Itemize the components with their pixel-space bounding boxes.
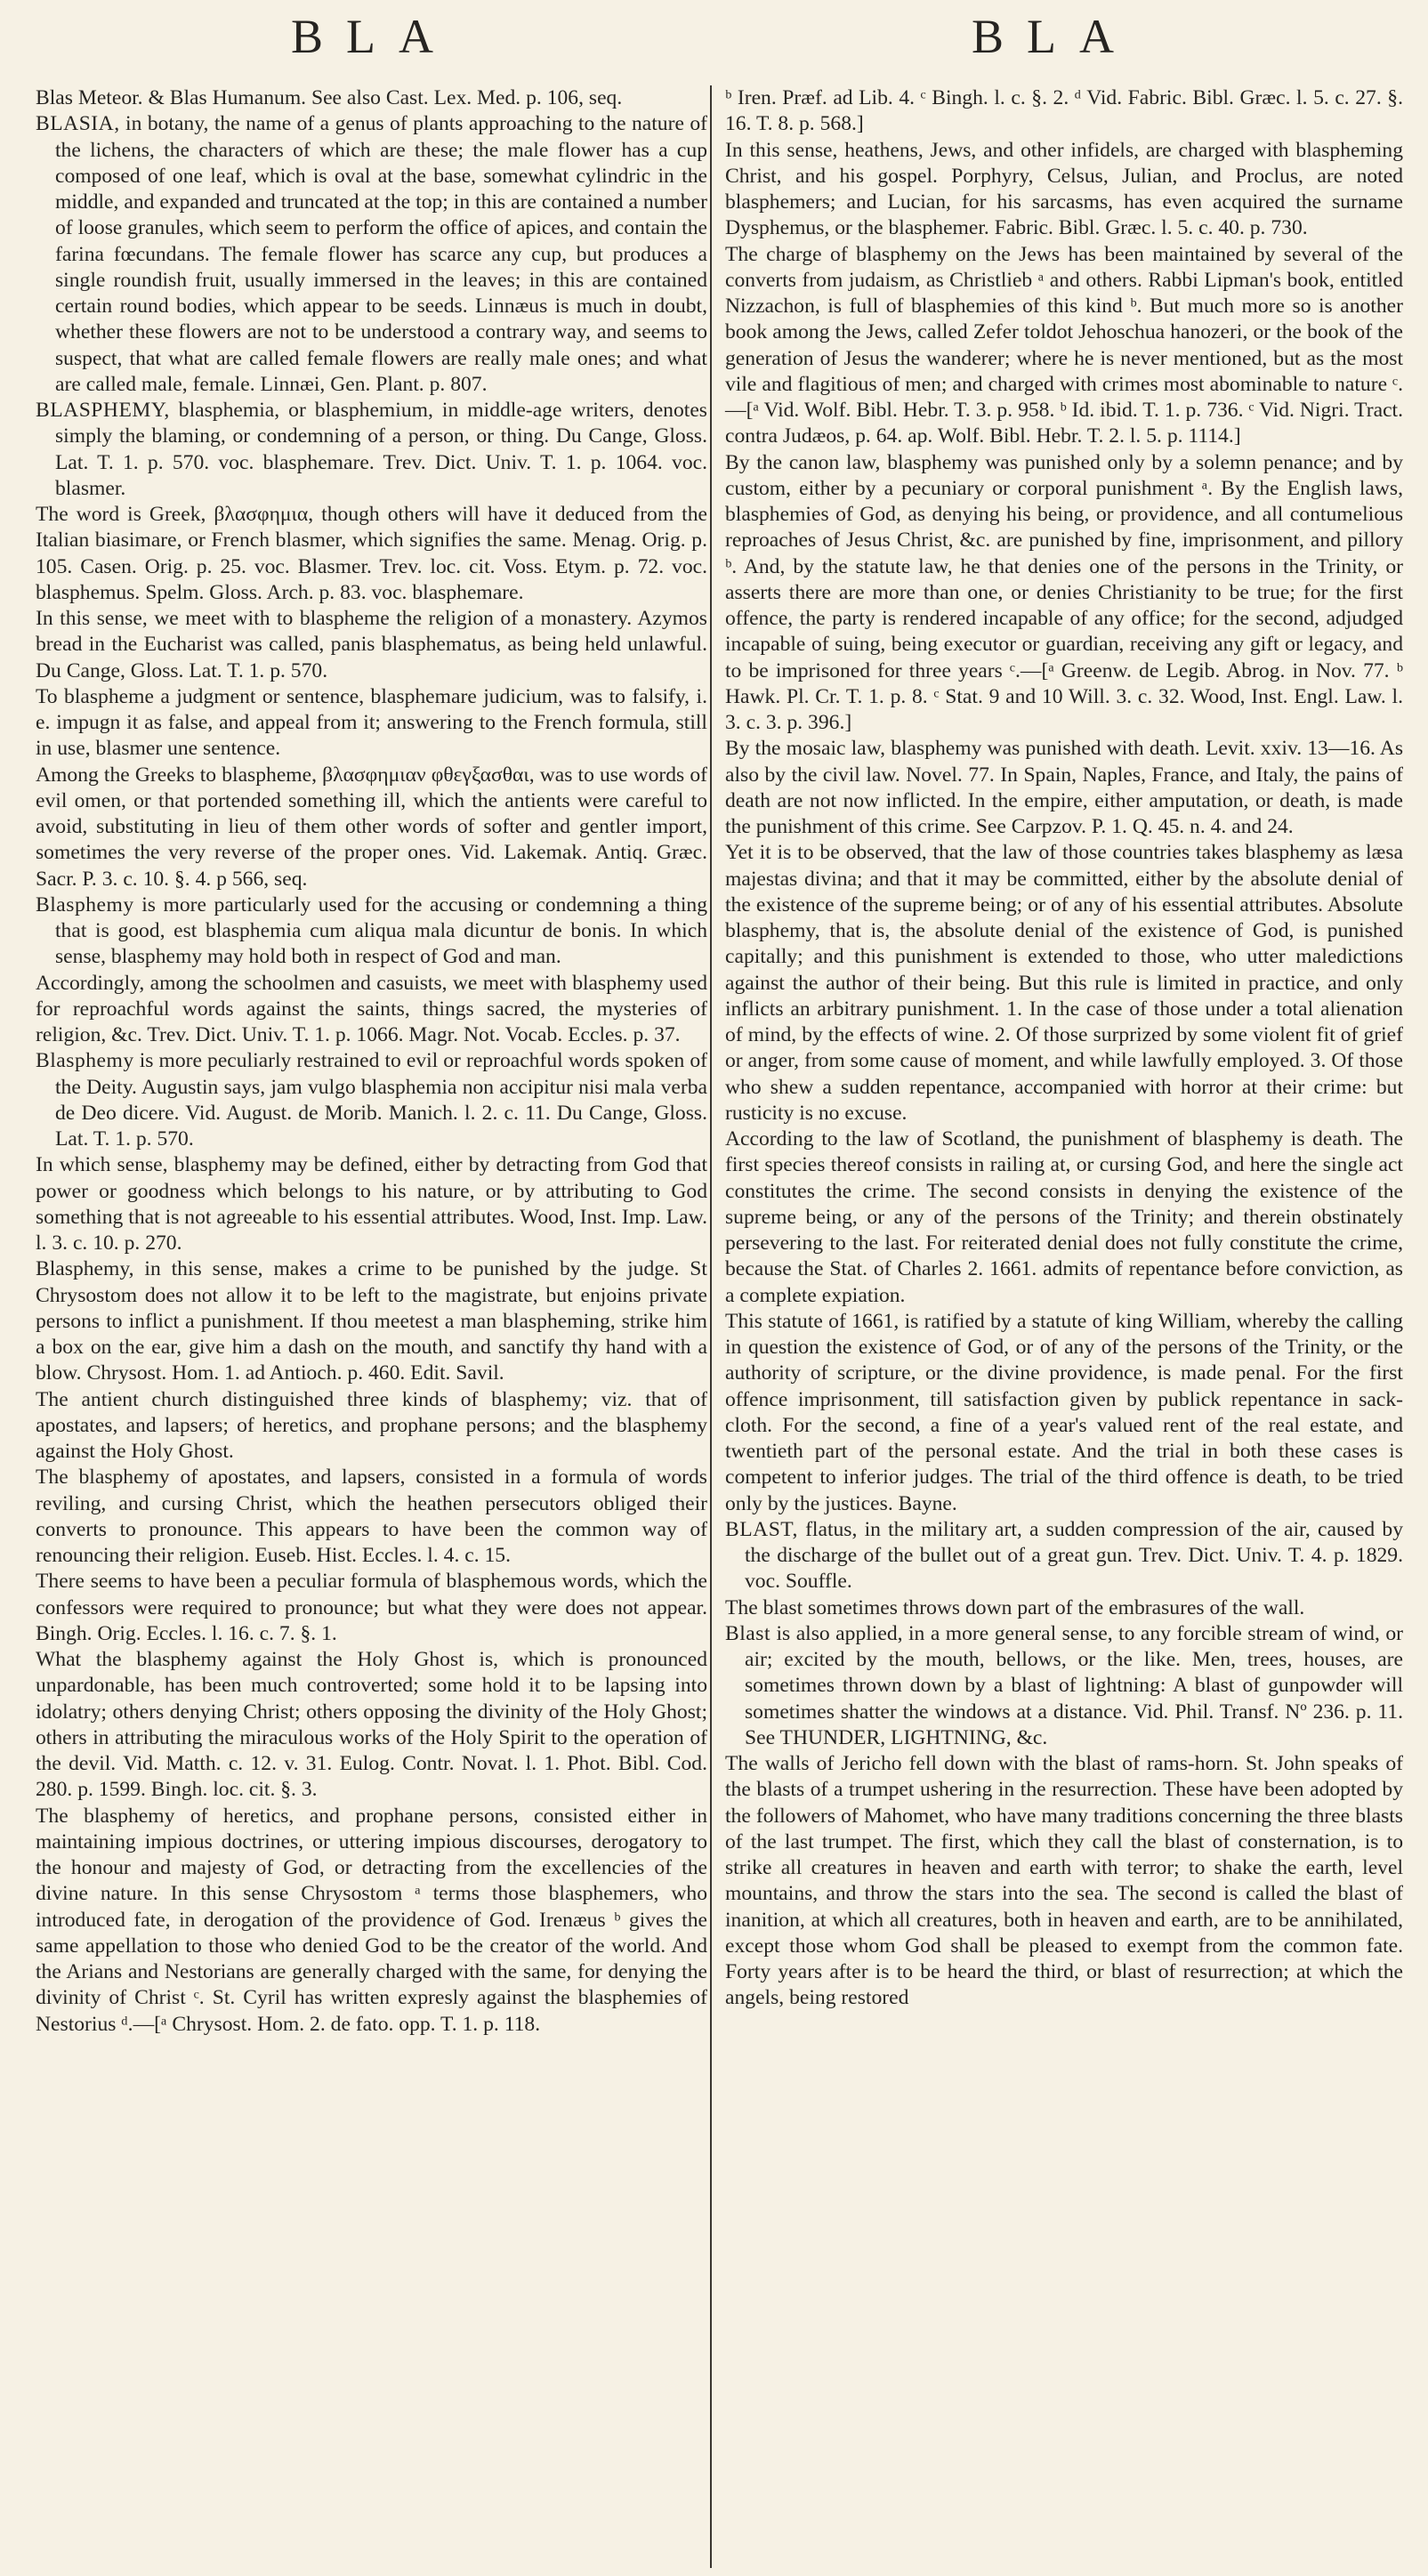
dictionary-entry [36, 1048, 707, 1152]
paragraph [36, 1465, 707, 1569]
dictionary-entry [36, 398, 707, 502]
paragraph [725, 1595, 1403, 1621]
headword: Blasphemy [36, 1049, 134, 1073]
paragraph [725, 138, 1403, 242]
headword: BLASIA, [36, 112, 120, 136]
paragraph [36, 1647, 707, 1804]
paragraph [36, 1256, 707, 1386]
paragraph-text: The word is Greek, βλασφημια, though others will have it deduced from the Italian biasimare, or French blasmer, which signifies the same. Menag. Orig. p. 105. Casen. Orig. p. 25. voc. Blasmer. Trev. loc. cit. Voss. Etym. p. 72. voc. blasphemus. Spelm. Gloss. Arch. p. 83. voc. blasphemare. [36, 503, 707, 604]
running-head-left: BLA [291, 10, 456, 63]
paragraph-text: By the canon law, blasphemy was punished only by a solemn penance; and by custom, either by a pecuniary or corporal punishment ᵃ. By the English laws, blasphemies of God, as denying his being, or providence, and all contumelious reproaches of Jesus Christ, &c. are punished by fine, imprisonment, and pillory ᵇ. And, by the statute law, he that denies one of the persons in the Trinity, or asserts there are more than one, or denies Christianity to be true; for the first offence, the party is rendered incapable of any office; for the second, adjudged incapable of suing, being executor or guardian, receiving any gift or legacy, and to be imprisoned for three years ᶜ.—[ᵃ Greenw. de Legib. Abrog. in Nov. 77. ᵇ Hawk. Pl. Cr. T. 1. p. 8. ᶜ Stat. 9 and 10 Will. 3. c. 32. Wood, Inst. Engl. Law. l. 3. c. 3. p. 396.] [725, 450, 1403, 734]
paragraph-text: Accordingly, among the schoolmen and casuists, we meet with blasphemy used for reproachful words against the saints, things sacred, the mysteries of religion, &c. Trev. Dict. Univ. T. 1. p. 1066. Magr. Not. Vocab. Eccles. p. 37. [36, 971, 707, 1046]
column-divider [710, 85, 712, 2568]
paragraph-text: The charge of blasphemy on the Jews has been maintained by several of the converts from judaism, as Christlieb ᵃ and others. Rabbi Lipman's book, entitled Nizzachon, is full of blasphemies of this kind ᵇ. But much more so is another book among the Jews, called Zefer toldot Jehoschua hanozeri, or the book of the generation of Jesus the wanderer; where he is never mentioned, but as the most vile and flagitious of men; and charged with crimes most abominable to nature ᶜ.—[ᵃ Vid. Wolf. Bibl. Hebr. T. 3. p. 958. ᵇ Id. ibid. T. 1. p. 736. ᶜ Vid. Nigri. Tract. contra Judæos, p. 64. ap. Wolf. Bibl. Hebr. T. 2. l. 5. p. 1114.] [725, 242, 1403, 448]
paragraph-text: is also applied, in a more general sense, to any forcible stream of wind, or air; excited by the mouth, bellows, or the like. Men, trees, houses, are sometimes thrown down by a blast of lightning: A blast of gunpowder will sometimes shatter the windows at a distance. Vid. Phil. Transf. Nº 236. p. 11. See THUNDER, LIGHTNING, &c. [745, 1621, 1403, 1749]
headword: Blasphemy [36, 892, 134, 917]
paragraph-text: The walls of Jericho fell down with the blast of rams-horn. St. John speaks of the blasts of a trumpet ushering in the resurrection. These have been adopted by the followers of Mahomet, who have many traditions concerning the three blasts of the last trumpet. The first, which they call the blast of consternation, is to strike all creatures in heaven and earth with terror; to shake the earth, level mountains, and throw the stars into the sea. The second is called the blast of inanition, at which all creatures, both in heaven and earth, are to be annihilated, except those whom God shall be pleased to exempt from the common fate. Forty years after is to be heard the third, or blast of resurrection; at which the angels, being restored [725, 1752, 1403, 2010]
headword: BLASPHEMY, [36, 399, 170, 422]
paragraph-text: is more peculiarly restrained to evil or reproachful words spoken of the Deity. Augustin says, jam vulgo blasphemia non accipitur nisi mala verba de Deo dicere. Vid. August. de Morib. Manich. l. 2. c. 11. Du Cange, Gloss. Lat. T. 1. p. 570. [55, 1049, 707, 1151]
paragraph [36, 85, 707, 111]
paragraph [36, 1569, 707, 1647]
paragraph-text: in botany, the name of a genus of plants approaching to the nature of the lichens, the characters of which are these; the male flower has a cup composed of one leaf, which is oval at the base, somewhat cylindric in the middle, and expanded and truncated at the top; in this are contained a number of loose granules, which seem to perform the office of apices, and contain the farina fœcundans. The female flower has scarce any cup, but produces a single roundish fruit, usually immersed in the leaves; in this are contained certain round bodies, which appear to be seeds. Linnæus is much in doubt, whether these flowers are not to be understood a contrary way, and seems to suspect, that what are called female flowers are really male ones; and what are called male, female. Linnæi, Gen. Plant. p. 807. [55, 112, 707, 396]
paragraph-text: The blasphemy of heretics, and prophane persons, consisted either in maintaining impious doctrines, or uttering impious discourses, derogatory to the honour and majesty of God, or detracting from the excellencies of the divine nature. In this sense Chrysostom ᵃ terms those blasphemers, who introduced fate, in derogation of the providence of God. Irenæus ᵇ gives the same appellation to those who denied God to be the creator of the world. And the Arians and Nestorians are generally charged with the same, for denying the divinity of Christ ᶜ. St. Cyril has written expresly against the blasphemies of Nestorius ᵈ.—[ᵃ Chrysost. Hom. 2. de fato. opp. T. 1. p. 118. [36, 1804, 707, 2036]
paragraph-text: Blasphemy, in this sense, makes a crime to be punished by the judge. St Chrysostom does not allow it to be left to the magistrate, but enjoins private persons to inflict a punishment. If thou meetest a man blaspheming, strike him a box on the ear, give him a dash on the mouth, and sanctify thy hand with a blow. Chrysost. Hom. 1. ad Antioch. p. 460. Edit. Savil. [36, 1257, 707, 1385]
dictionary-entry [725, 1517, 1403, 1595]
paragraph-text: In this sense, we meet with to blaspheme the religion of a monastery. Azymos bread in the Eucharist was called, panis blasphematus, as being held unlawful. Du Cange, Gloss. Lat. T. 1. p. 570. [36, 607, 707, 682]
paragraph-text: According to the law of Scotland, the punishment of blasphemy is death. The first species thereof consists in railing at, or cursing God, and here the single act constitutes the crime. The second consists in denying the existence of the supreme being, or any of the persons of the Trinity; and therein obstinately persevering to the last. For reiterated denial does not fully constitute the crime, because the Stat. of Charles 2. 1661. admits of repentance before conviction, as a complete expiation. [725, 1127, 1403, 1307]
dictionary-entry [36, 111, 707, 398]
paragraph [36, 971, 707, 1049]
paragraph-text: Blas Meteor. & Blas Humanum. See also Cast. Lex. Med. p. 106, seq. [36, 86, 623, 109]
running-head-right: BLA [972, 10, 1137, 63]
paragraph-text: flatus, in the military art, a sudden compression of the air, caused by the discharge of the bullet out of a great gun. Trev. Dict. Univ. T. 4. p. 1829. voc. Souffle. [745, 1517, 1403, 1594]
paragraph [725, 1751, 1403, 2012]
paragraph-text: To blaspheme a judgment or sentence, blasphemare judicium, was to falsify, i. e. impugn it as false, and appeal from it; answering to the French formula, still in use, blasmer une sentence. [36, 684, 707, 761]
paragraph [725, 736, 1403, 840]
paragraph-text: In which sense, blasphemy may be defined, either by detracting from God that power or goodness which belongs to his nature, or by attributing to God something that is not agreeable to his essential attributes. Wood, Inst. Imp. Law. l. 3. c. 10. p. 270. [36, 1153, 707, 1255]
paragraph [725, 1309, 1403, 1517]
paragraph [725, 450, 1403, 737]
paragraph-text: ᵇ Iren. Præf. ad Lib. 4. ᶜ Bingh. l. c. §. 2. ᵈ Vid. Fabric. Bibl. Græc. l. 5. c. 27. §. 16. T. 8. p. 568.] [725, 86, 1403, 136]
paragraph-text: The blast sometimes throws down part of the embrasures of the wall. [725, 1595, 1305, 1619]
paragraph [725, 840, 1403, 1126]
paragraph-text: The blasphemy of apostates, and lapsers, consisted in a formula of words reviling, and cursing Christ, which the heathen persecutors obliged their converts to pronounce. This appears to have been the common way of renouncing their religion. Euseb. Hist. Eccles. l. 4. c. 15. [36, 1466, 707, 1567]
paragraph-text: What the blasphemy against the Holy Ghost is, which is pronounced unpardonable, has been much controverted; some hold it to be lapsing into idolatry; others denying Christ; others opposing the divinity of the Holy Ghost; others in attributing the miraculous works of the Holy Spirit to the operation of the devil. Vid. Matth. c. 12. v. 31. Eulog. Contr. Novat. l. 1. Phot. Bibl. Cod. 280. p. 1599. Bingh. loc. cit. §. 3. [36, 1648, 707, 1802]
paragraph [36, 684, 707, 763]
paragraph-text: The antient church distinguished three kinds of blasphemy; viz. that of apostates, and lapsers; of heretics, and prophane persons; and the blasphemy against the Holy Ghost. [36, 1387, 707, 1463]
paragraph [36, 1804, 707, 2038]
dictionary-entry [36, 892, 707, 971]
paragraph-text: By the mosaic law, blasphemy was punished with death. Levit. xxiv. 13—16. As also by the civil law. Novel. 77. In Spain, Naples, France, and Italy, the pains of death are not now inflicted. In the empire, either amputation, or death, is made the punishment of this crime. See Carpzov. P. 1. Q. 45. n. 4. and 24. [725, 737, 1403, 838]
paragraph [36, 502, 707, 606]
headword: Blast [725, 1621, 771, 1645]
paragraph-text: Among the Greeks to blaspheme, βλασφημιαν φθεγξασθαι, was to use words of evil omen, or that portended something ill, which the antients were careful to avoid, substituting in lieu of them other words of softer and gentler import, sometimes the very reverse of the proper ones. Vid. Lakemak. Antiq. Græc. Sacr. P. 3. c. 10. §. 4. p 566, seq. [36, 763, 707, 891]
paragraph-text: In this sense, heathens, Jews, and other infidels, are charged with blaspheming Christ, and his gospel. Porphyry, Celsus, Julian, and Proclus, are noted blasphemers; and Lucian, for his sarcasms, has even acquired the surname Dysphemus, or the blasphemer. Fabric. Bibl. Græc. l. 5. c. 40. p. 730. [725, 138, 1403, 240]
paragraph [36, 606, 707, 684]
paragraph-text: There seems to have been a peculiar formula of blasphemous words, which the confessors were required to pronounce; but what they were does not appear. Bingh. Orig. Eccles. l. 16. c. 7. §. 1. [36, 1570, 707, 1645]
paragraph [36, 1387, 707, 1466]
right-column [725, 85, 1403, 2012]
left-column [36, 85, 707, 2038]
paragraph [725, 85, 1403, 138]
headword: BLAST, [725, 1517, 798, 1541]
paragraph-text: is more particularly used for the accusing or condemning a thing that is good, est blasphemia cum aliqua mala dicuntur de bonis. In which sense, blasphemy may hold both in respect of God and man. [55, 892, 707, 969]
paragraph [725, 1126, 1403, 1309]
paragraph [725, 242, 1403, 450]
paragraph-text: blasphemia, or blasphemium, in middle-age writers, denotes simply the blaming, or condemning of a person, or thing. Du Cange, Gloss. Lat. T. 1. p. 570. voc. blasphemare. Trev. Dict. Univ. T. 1. p. 1064. voc. blasmer. [55, 399, 707, 500]
paragraph-text: Yet it is to be observed, that the law of those countries takes blasphemy as læsa majestas divina; and that it may be committed, either by the absolute denial of the existence of the supreme being; or of any of his essential attributes. Absolute blasphemy, that is, the absolute denial of the existence of God, is punished capitally; and this punishment is extended to those, who utter maledictions against the author of their being. But this rule is limited in practice, and only inflicts an arbitrary punishment. 1. In the case of those under a total alienation of mind, by the effects of wine. 2. Of those surprized by some violent fit of grief or anger, from some cause of moment, and while lawfully employed. 3. Of those who shew a sudden repentance, accompanied with horror at their crime: but rusticity is no excuse. [725, 841, 1403, 1125]
paragraph [36, 1152, 707, 1256]
dictionary-entry [725, 1621, 1403, 1751]
paragraph-text: This statute of 1661, is ratified by a statute of king William, whereby the calling in question the existence of God, or of any of the persons of the Trinity, or the authority of scripture, or the divine providence, is made penal. For the first offence imprisonment, till satisfaction given by publick repentance in sack-cloth. For the second, a fine of a year's valued rent of the real estate, and twentieth part of the personal estate. And the trial in both these cases is competent to inferior judges. The trial of the third offence is death, to be tried only by the justices. Bayne. [725, 1309, 1403, 1515]
paragraph [36, 763, 707, 892]
